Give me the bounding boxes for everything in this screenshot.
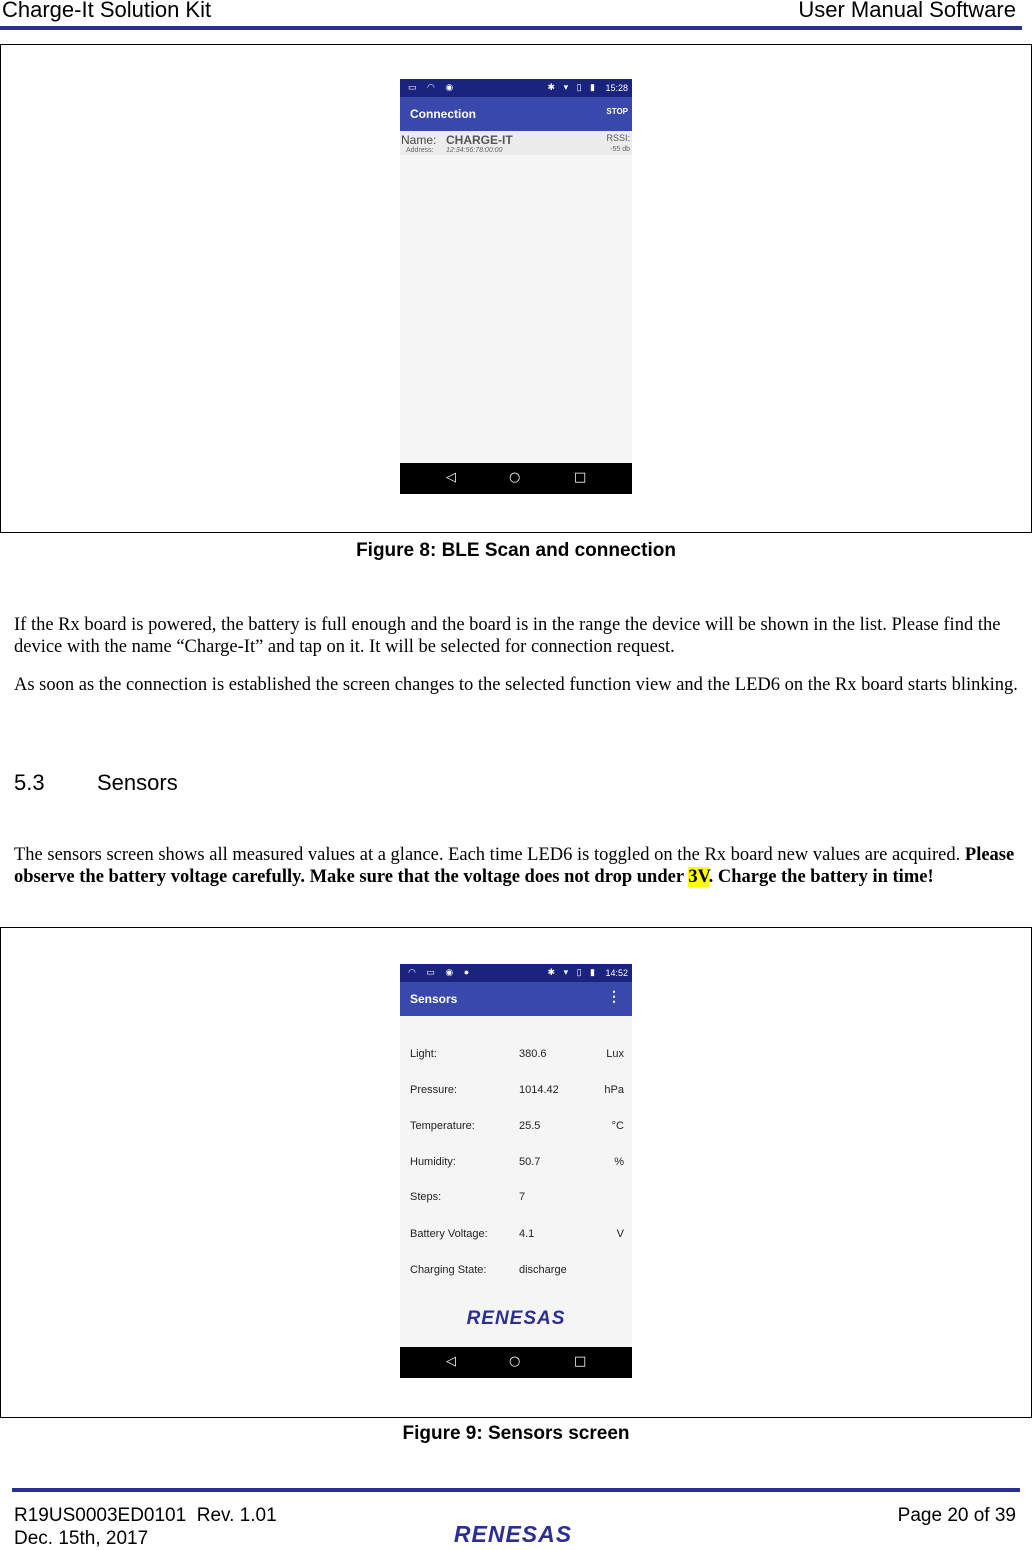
sensor-label: Battery Voltage: — [410, 1228, 488, 1240]
sensor-unit: °C — [611, 1120, 624, 1132]
battery-warning: Please observe the battery voltage carefully. Make sure that the voltage does not drop under — [14, 845, 1015, 887]
sensor-unit: % — [614, 1156, 624, 1168]
sensor-label: Charging State: — [410, 1264, 487, 1276]
footer-page-number: Page 20 of 39 — [897, 1505, 1016, 1526]
sensors-screenshot — [400, 964, 632, 1378]
paragraph-sensors-text: The sensors screen shows all measured values at a glance. Each time LED6 is toggled on the Rx board new values are acquired. — [14, 845, 965, 865]
figure-8-caption: Figure 8: BLE Scan and connection — [356, 540, 676, 561]
battery-warning-end: . Charge the battery in time! — [708, 867, 934, 887]
sensor-row-steps — [410, 1191, 624, 1207]
sensor-value: 50.7 — [519, 1156, 541, 1168]
section-title: Sensors — [97, 770, 178, 795]
sensor-row-pressure — [410, 1084, 624, 1100]
paragraph-connection: As soon as the connection is established the screen changes to the selected function view and the LED6 on the Rx board starts blinking. — [14, 675, 1018, 695]
app-bar — [400, 982, 632, 1016]
back-icon[interactable]: ◁ — [446, 1354, 456, 1369]
svg-text:RENESAS: RENESAS — [453, 1521, 573, 1547]
sensor-label: Light: — [410, 1048, 437, 1060]
device-list-item[interactable] — [400, 131, 632, 155]
sensor-label: Temperature: — [410, 1120, 475, 1132]
header-rule — [0, 26, 1022, 30]
device-rssi: -55 db — [610, 146, 630, 153]
voltage-highlight: 3V — [688, 867, 709, 887]
status-time: 15:28 — [605, 83, 628, 93]
sensor-row-temperature — [410, 1120, 624, 1136]
header-right-title: User Manual Software — [798, 0, 1016, 22]
paragraph-device-list: If the Rx board is powered, the battery is full enough and the board is in the range the device will be shown in the list. Please find the device with the name “Charge-It” and tap on it. It will be selected for connection request. — [14, 615, 1001, 657]
sensor-row-battery-voltage — [410, 1228, 624, 1244]
footer-renesas-logo — [436, 1520, 590, 1548]
paragraph-sensors — [14, 844, 1024, 888]
sensor-label: Humidity: — [410, 1156, 456, 1168]
sensor-value: 4.1 — [519, 1228, 535, 1240]
sensor-value: 25.5 — [519, 1120, 541, 1132]
app-title: Connection — [410, 107, 476, 121]
back-icon[interactable]: ◁ — [446, 470, 456, 485]
home-icon[interactable]: ○ — [509, 1354, 521, 1369]
sensor-value: 380.6 — [519, 1048, 547, 1060]
sensor-value: 1014.42 — [519, 1084, 559, 1096]
header-left-title: Charge-It Solution Kit — [2, 0, 212, 22]
notification-icons: ▭ ◠ ◉ — [408, 82, 458, 92]
renesas-logo — [450, 1306, 582, 1330]
device-address-label: Address: — [406, 147, 434, 154]
sensor-value: 7 — [519, 1191, 526, 1203]
footer-rule — [12, 1488, 1020, 1492]
device-name-label: Name: — [401, 133, 437, 147]
footer-date: Dec. 15th, 2017 — [14, 1528, 149, 1549]
sensor-value: discharge — [519, 1264, 567, 1276]
device-rssi-label: RSSI: — [606, 133, 630, 143]
footer-document-id: R19US0003ED0101 Rev. 1.01 — [14, 1505, 277, 1526]
recents-icon[interactable]: □ — [574, 1354, 587, 1369]
app-title: Sensors — [410, 992, 458, 1006]
sensor-row-light — [410, 1048, 624, 1064]
recents-icon[interactable]: □ — [574, 470, 587, 485]
connection-screenshot — [400, 79, 632, 494]
sensor-unit: hPa — [604, 1084, 624, 1096]
sensor-row-humidity — [410, 1156, 624, 1172]
device-address: 12:34:56:78:00:00 — [446, 147, 503, 154]
sensor-unit: V — [616, 1228, 624, 1240]
svg-text:RENESAS: RENESAS — [466, 1308, 566, 1329]
sensor-label: Steps: — [410, 1191, 442, 1203]
device-name: CHARGE-IT — [446, 133, 513, 147]
app-bar — [400, 97, 632, 131]
system-icons: ✱ ▾ ▯ ▮ — [547, 82, 598, 92]
status-bar — [400, 964, 632, 982]
overflow-menu-icon[interactable]: ⋮ — [607, 988, 621, 1004]
status-time: 14:52 — [605, 968, 628, 978]
stop-button[interactable]: STOP — [606, 107, 628, 116]
nav-bar — [400, 463, 632, 494]
status-bar — [400, 79, 632, 97]
sensor-row-charging-state — [410, 1264, 624, 1280]
sensor-label: Pressure: — [410, 1084, 458, 1096]
sensor-unit: Lux — [606, 1048, 624, 1060]
system-icons: ✱ ▾ ▯ ▮ — [547, 967, 598, 977]
section-number: 5.3 — [14, 770, 45, 795]
notification-icons: ◠ ▭ ◉ ● — [408, 967, 474, 977]
home-icon[interactable]: ○ — [509, 470, 521, 485]
figure-9-caption: Figure 9: Sensors screen — [402, 1423, 630, 1444]
nav-bar — [400, 1347, 632, 1378]
